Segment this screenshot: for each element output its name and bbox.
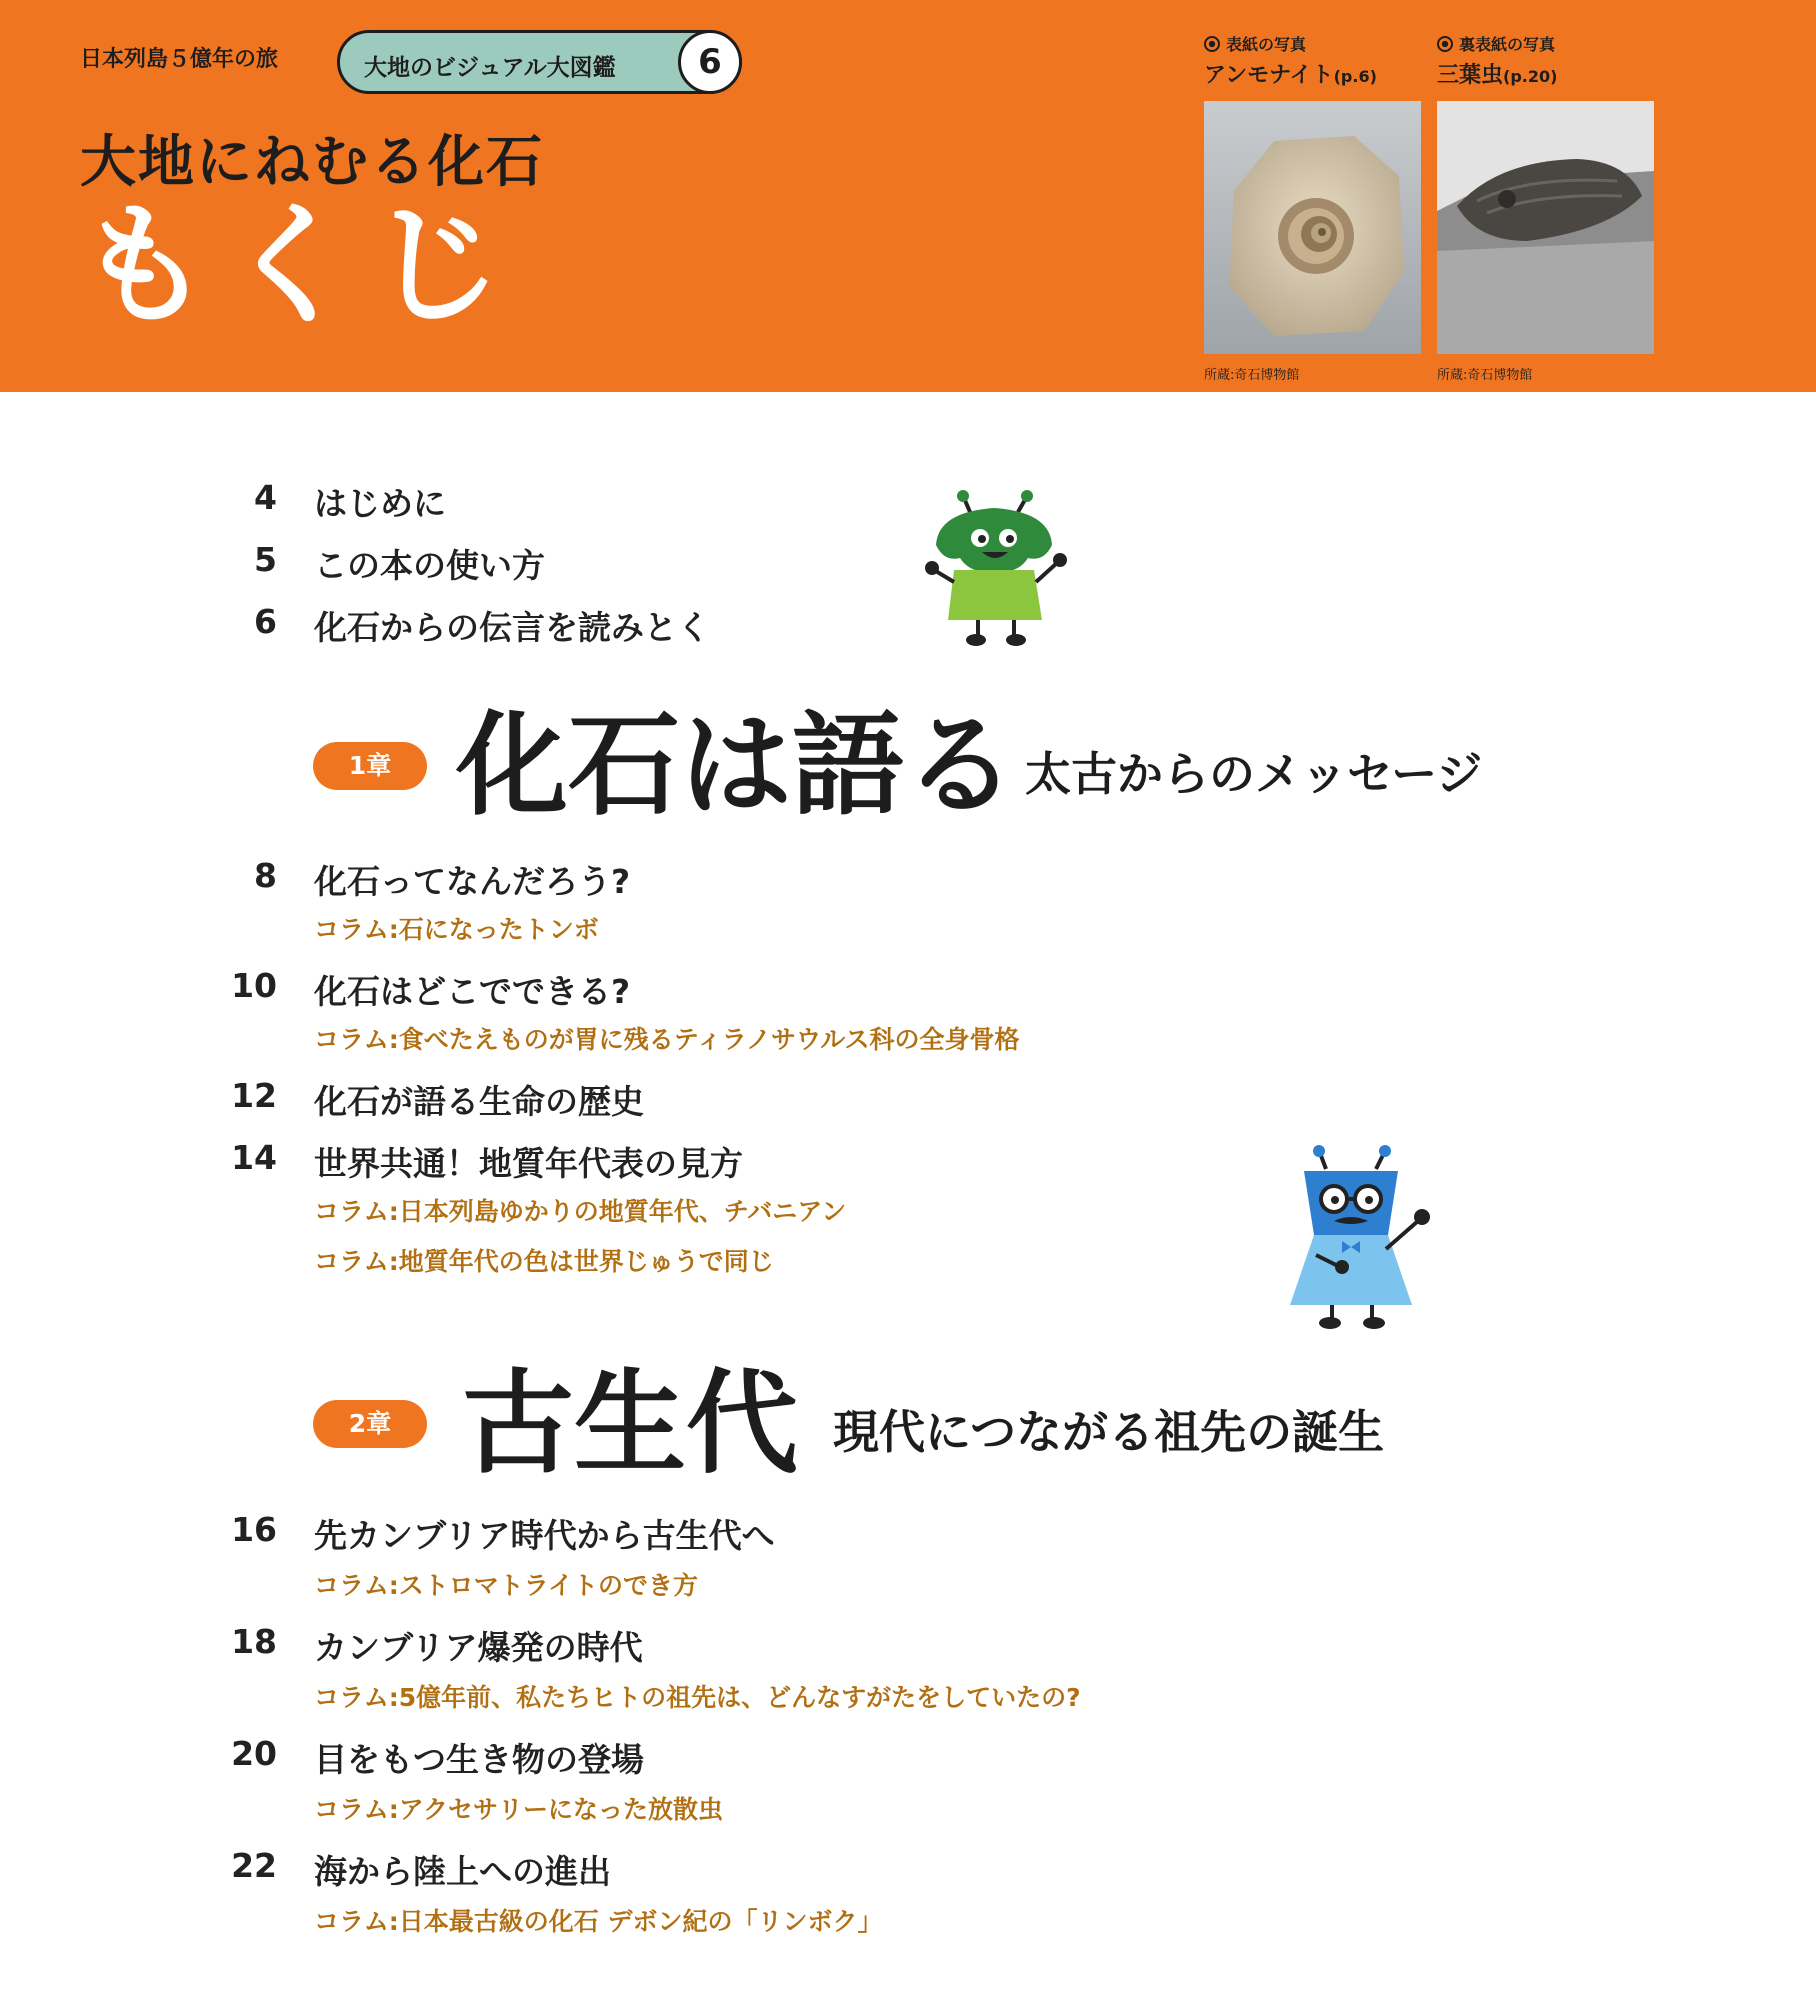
column-title[interactable]: コラム:食べたえものが胃に残るティラノサウルス科の全身骨格 — [314, 1025, 1020, 1054]
green-mascot-icon — [918, 490, 1078, 650]
cover-page: (p.6) — [1333, 67, 1377, 86]
column-title[interactable]: コラム:地質年代の色は世界じゅうで同じ — [314, 1247, 774, 1276]
cover-page: (p.20) — [1503, 67, 1558, 86]
page-number: 12 — [231, 1076, 277, 1115]
entry-title: 化石ってなんだろう? — [314, 862, 631, 901]
chapter-title: 化石は語る — [456, 701, 1016, 831]
entry-title: この本の使い方 — [314, 546, 545, 585]
column-title[interactable]: コラム:5億年前、私たちヒトの祖先は、どんなすがたをしていたの? — [314, 1683, 1081, 1712]
column-title[interactable]: コラム:日本最古級の化石 デボン紀の「リンボク」 — [314, 1907, 883, 1936]
cover-heading: 裏表紙の写真 — [1459, 35, 1556, 54]
chapter-badge: 2章 — [313, 1400, 427, 1448]
blue-mascot-icon — [1276, 1145, 1446, 1335]
entry-title: 化石が語る生命の歴史 — [314, 1082, 644, 1121]
cover-name: アンモナイト — [1204, 63, 1334, 88]
page-number: 22 — [231, 1846, 277, 1885]
entry-title: 海から陸上への進出 — [314, 1852, 611, 1891]
bullet-icon — [1204, 36, 1220, 52]
cover-credit: 所蔵:奇石博物館 — [1437, 368, 1533, 383]
chapter-badge: 1章 — [313, 742, 427, 790]
page-number: 8 — [254, 856, 277, 895]
page-number: 6 — [254, 602, 277, 641]
book-title: 大地にねむる化石 — [80, 130, 544, 195]
volume-title: 大地のビジュアル大図鑑 — [364, 55, 616, 81]
page-number: 14 — [231, 1138, 277, 1177]
header-band — [0, 0, 1816, 392]
entry-title: 世界共通！地質年代表の見方 — [314, 1144, 743, 1183]
page-number: 5 — [254, 540, 277, 579]
entry-title: 目をもつ生き物の登場 — [314, 1740, 644, 1779]
column-title[interactable]: コラム:ストロマトライトのでき方 — [314, 1571, 698, 1600]
front-cover-info — [1204, 32, 1444, 383]
column-title[interactable]: コラム:石になったトンボ — [314, 915, 599, 944]
entry-title: 化石からの伝言を読みとく — [314, 608, 710, 647]
back-cover-info — [1437, 32, 1677, 383]
entry-title: 先カンブリア時代から古生代へ — [314, 1516, 775, 1555]
cover-heading: 表紙の写真 — [1226, 35, 1307, 54]
page-number: 4 — [254, 478, 277, 517]
contents-label: もくじ — [78, 189, 516, 343]
cover-credit: 所蔵:奇石博物館 — [1204, 368, 1300, 383]
entry-title: カンブリア爆発の時代 — [314, 1628, 643, 1667]
page-number: 10 — [231, 966, 277, 1005]
chapter-subtitle: 太古からのメッセージ — [1025, 747, 1483, 801]
trilobite-photo — [1437, 101, 1654, 354]
bullet-icon — [1437, 36, 1453, 52]
cover-name: 三葉虫 — [1437, 63, 1504, 88]
chapter-title: 古生代 — [462, 1359, 798, 1489]
volume-pill — [337, 30, 742, 94]
page-number: 18 — [231, 1622, 277, 1661]
series-title: 日本列島５億年の旅 — [80, 47, 279, 72]
entry-title: 化石はどこでできる? — [314, 972, 631, 1011]
page-number: 16 — [231, 1510, 277, 1549]
page-number: 20 — [231, 1734, 277, 1773]
column-title[interactable]: コラム:アクセサリーになった放散虫 — [314, 1795, 723, 1824]
column-title[interactable]: コラム:日本列島ゆかりの地質年代、チバニアン — [314, 1197, 847, 1226]
entry-title: はじめに — [314, 484, 446, 523]
chapter-subtitle: 現代につながる祖先の誕生 — [833, 1405, 1385, 1459]
ammonite-photo — [1204, 101, 1421, 354]
volume-number: 6 — [678, 30, 742, 94]
